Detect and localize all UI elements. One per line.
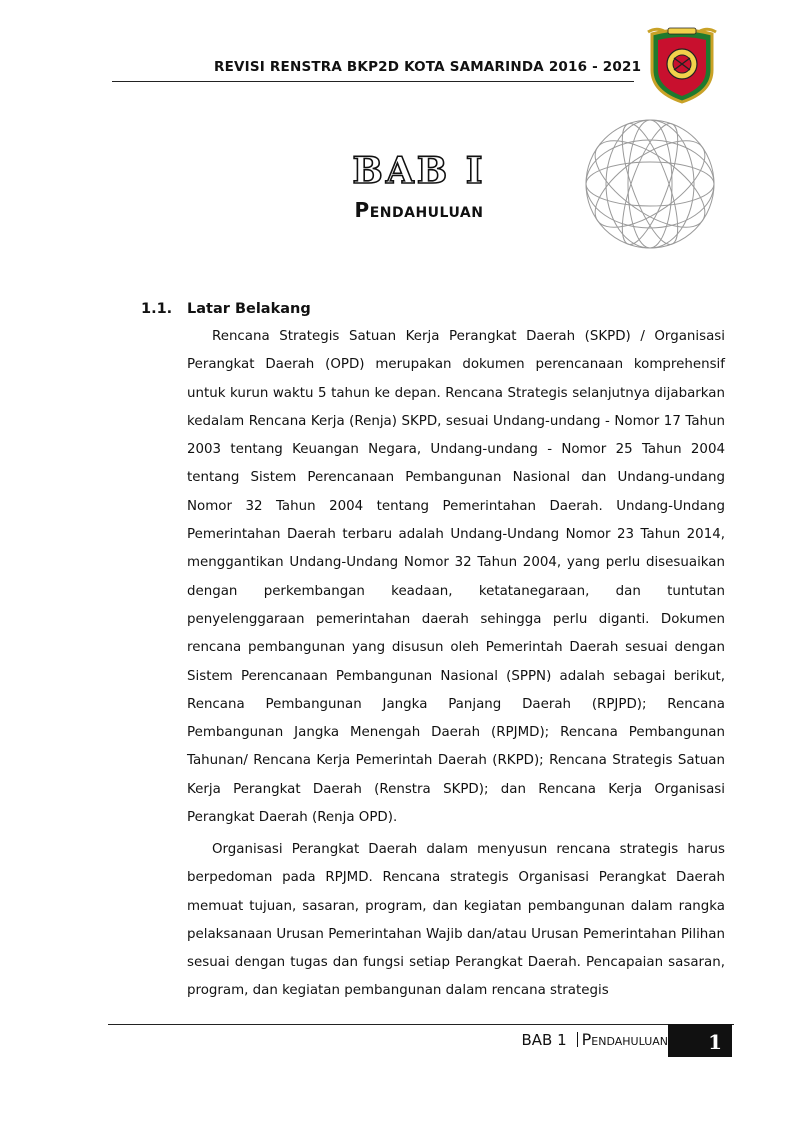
page-number: 1 (668, 1024, 732, 1057)
chapter-subtitle: Pendahuluan (354, 198, 484, 222)
chapter-title: BAB I (352, 150, 486, 192)
header-divider (112, 81, 634, 82)
section-heading: Latar Belakang (187, 301, 311, 317)
running-footer (430, 1030, 668, 1049)
footer-separator (577, 1032, 578, 1047)
samarinda-city-seal-icon (646, 26, 718, 104)
footer-section-label: Pendahuluan (581, 1030, 668, 1049)
body-paragraph: Rencana Strategis Satuan Kerja Perangkat Daerah (SKPD) / Organisasi Perangkat Daerah (OPD) merupakan dokumen perencanaan komprehensif untuk kurun waktu 5 tahun ke depan. Rencana Strategis selanjutnya dijabarkan kedalam Rencana Kerja (Renja) SKPD, sesuai Undang-undang - Nomor 17 Tahun 2003 tentang Keuangan Negara, Undang-undang - Nomor 25 Tahun 2004 tentang Sistem Perencanaan Pembangunan Nasional dan Undang-undang Nomor 32 Tahun 2004 tentang Pemerintahan Daerah. Undang-Undang Pemerintahan Daerah terbaru adalah Undang-Undang Nomor 23 Tahun 2014, menggantikan Undang-Undang Nomor 32 Tahun 2004, yang perlu disesuaikan dengan perkembangan keadaan, ketatanegaraan, dan tuntutan penyelenggaraan pemerintahan daerah sehingga perlu diganti. Dokumen rencana pembangunan yang disusun oleh Pemerintah Daerah sesuai dengan Sistem Perencanaan Pembangunan Nasional (SPPN) adalah sebagai berikut, Rencana Pembangunan Jangka Panjang Daerah (RPJPD); Rencana Pembangunan Jangka Menengah Daerah (RPJMD); Rencana Pembangunan Tahunan/ Rencana Kerja Pemerintah Daerah (RKPD); Rencana Strategis Satuan Kerja Perangkat Daerah (Renstra SKPD); dan Rencana Kerja Organisasi Perangkat Daerah (Renja OPD). (187, 329, 725, 826)
wireframe-globe-icon (582, 116, 718, 252)
section-number: 1.1. (141, 301, 173, 317)
footer-chapter-label: BAB 1 (521, 1031, 567, 1049)
body-paragraph: Organisasi Perangkat Daerah dalam menyusun rencana strategis harus berpedoman pada RPJMD. Rencana strategis Organisasi Perangkat Daerah memuat tujuan, sasaran, program, dan kegiatan pembangunan dalam rangka pelaksanaan Urusan Pemerintahan Wajib dan/atau Urusan Pemerintahan Pilihan sesuai dengan tugas dan fungsi setiap Perangkat Daerah. Pencapaian sasaran, program, dan kegiatan pembangunan dalam rencana strategis (187, 842, 725, 999)
footer-divider (108, 1024, 734, 1025)
running-header-title: REVISI RENSTRA BKP2D KOTA SAMARINDA 2016 - 2021 (214, 59, 642, 75)
